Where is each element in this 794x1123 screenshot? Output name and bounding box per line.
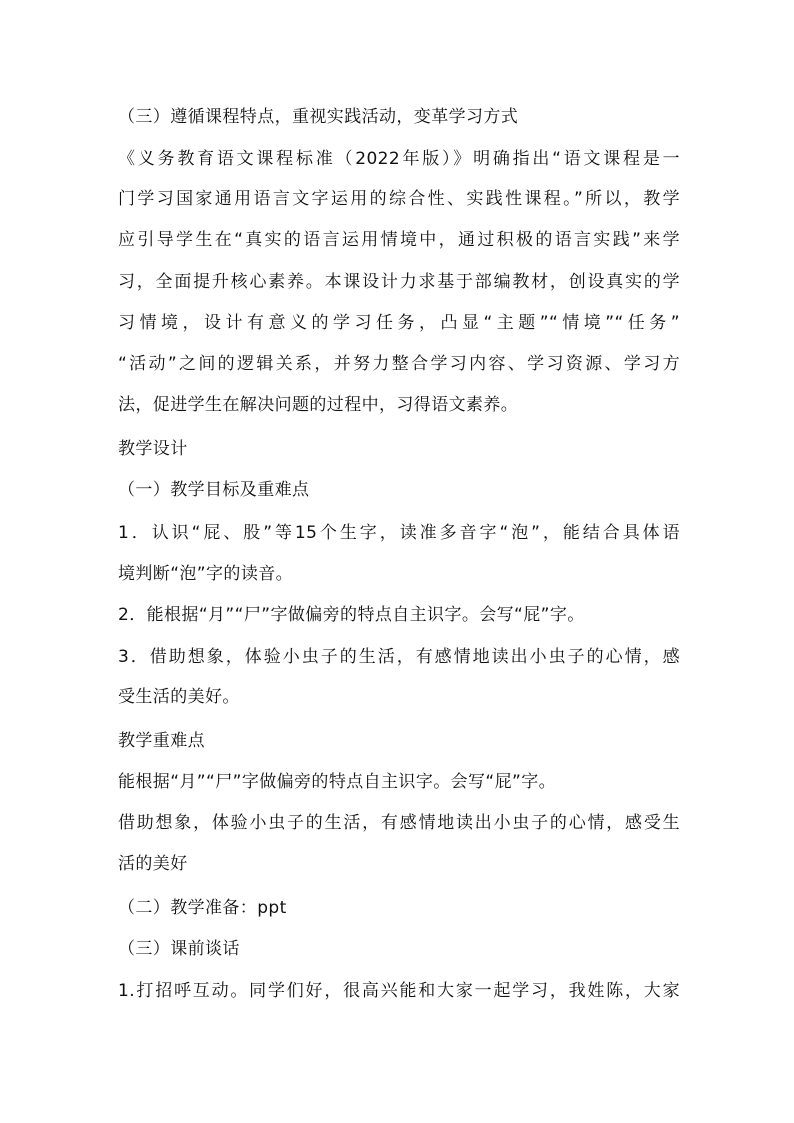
key-point-2-line-1: 借助想象，体验小虫子的生活，有感情地读出小虫子的心情，感受生 (118, 813, 680, 833)
subheading-objectives: （一）教学目标及重难点 (118, 480, 310, 500)
subheading-preparation: （二）教学准备：ppt (118, 898, 287, 918)
objective-3-line-2: 受生活的美好。 (118, 687, 240, 707)
paragraph-line-7: 法，促进学生在解决问题的过程中，习得语文素养。 (118, 395, 519, 415)
paragraph-line-6: “活动”之间的逻辑关系，并努力整合学习内容、学习资源、学习方 (118, 354, 680, 374)
key-point-1: 能根据“月”“尸”字做偏旁的特点自主识字。会写“屁”字。 (118, 772, 557, 792)
section-heading-three: （三）遵循课程特点，重视实践活动，变革学习方式 (118, 107, 519, 127)
paragraph-line-2: 门学习国家通用语言文字运用的综合性、实践性课程。”所以，教学 (118, 189, 680, 209)
objective-3-line-1: 3．借助想象，体验小虫子的生活，有感情地读出小虫子的心情，感 (118, 647, 680, 667)
paragraph-line-4: 习，全面提升核心素养。本课设计力求基于部编教材，创设真实的学 (118, 272, 680, 292)
objective-2: 2．能根据“月”“尸”字做偏旁的特点自主识字。会写“屁”字。 (118, 605, 585, 625)
subheading-pre-class-talk: （三）课前谈话 (118, 939, 240, 959)
heading-key-points: 教学重难点 (118, 731, 205, 751)
paragraph-line-3: 应引导学生在“真实的语言运用情境中，通过积极的语言实践”来学 (118, 230, 680, 250)
objective-1-line-1: 1．认识“屁、股”等15个生字，读准多音字“泡”，能结合具体语 (118, 523, 680, 543)
key-point-2-line-2: 活的美好 (118, 854, 188, 874)
heading-teaching-design: 教学设计 (118, 439, 188, 459)
paragraph-line-1: 《义务教育语文课程标准（2022年版）》明确指出“语文课程是一 (118, 149, 680, 169)
paragraph-line-5: 习情境，设计有意义的学习任务，凸显“主题”“情境”“任务” (118, 313, 680, 333)
greeting-line: 1.打招呼互动。同学们好，很高兴能和大家一起学习，我姓陈，大家 (118, 981, 680, 1001)
objective-1-line-2: 境判断“泡”字的读音。 (118, 564, 294, 584)
